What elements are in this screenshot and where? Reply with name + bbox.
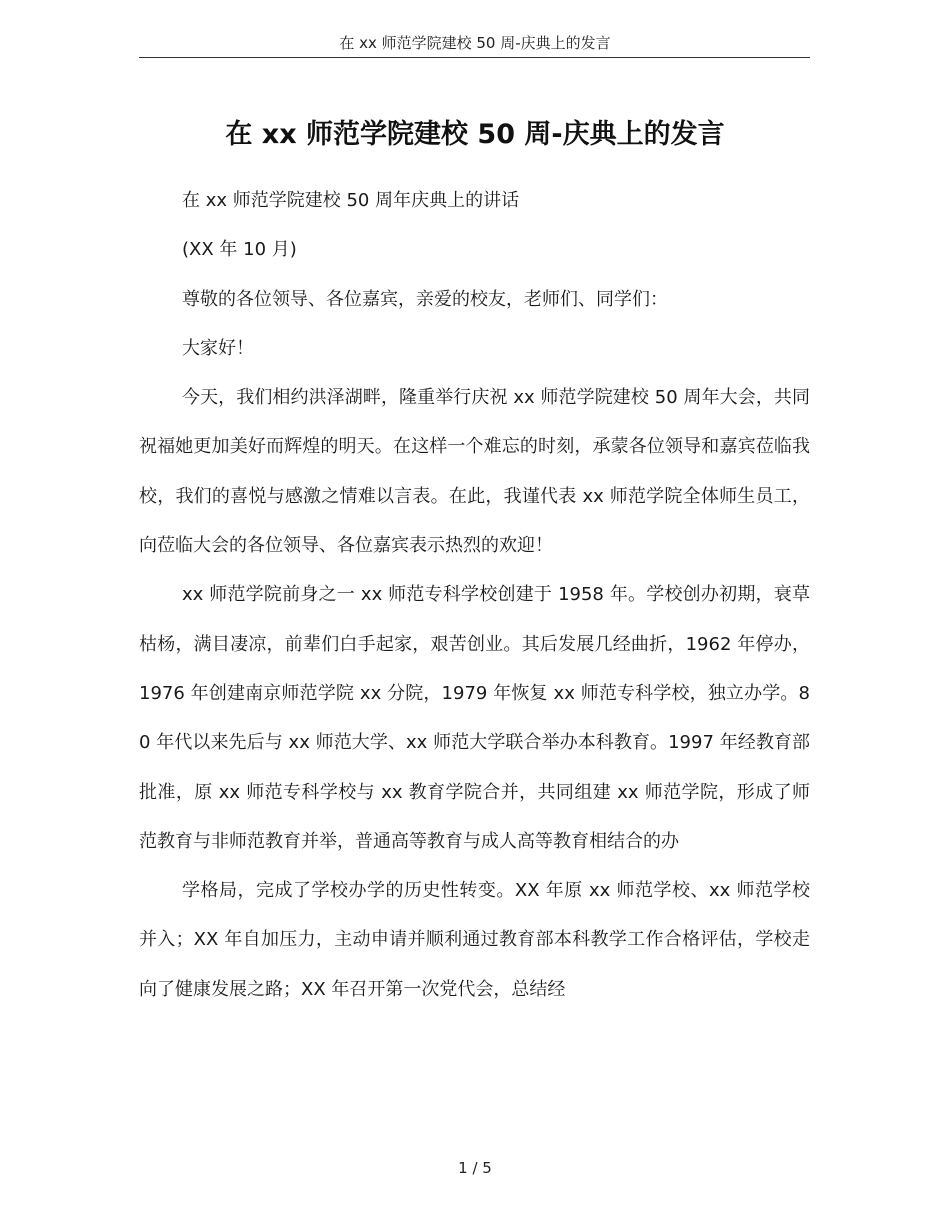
paragraph-date: (XX 年 10 月) [182, 239, 297, 261]
paragraph-history: xx 师范学院前身之一 xx 师范专科学校创建于 1958 年。学校创办初期，衰草枯杨，满目凄凉，前辈们白手起家，艰苦创业。其后发展几经曲折，1962 年停办，1976 年创建南京师范学院 xx 分院，1979 年恢复 xx 师范专科学校，独立办学。80 年代以来先后与 xx 师范大学、xx 师范大学联合举办本科教育。1997 年经教育部批准，原 xx 师范专科学校与 xx 教育学院合并，共同组建 xx 师范学院，形成了师范教育与非师范教育并举，普通高等教育与成人高等教育相结合的办 [139, 584, 810, 852]
header-divider [139, 57, 810, 58]
paragraph-salutation: 尊敬的各位领导、各位嘉宾，亲爱的校友，老师们、同学们： [182, 288, 668, 310]
page-number: 1 / 5 [458, 1159, 492, 1177]
paragraph-subtitle: 在 xx 师范学院建校 50 周年庆典上的讲话 [182, 190, 520, 211]
document-body [139, 176, 810, 1014]
document-title: 在 xx 师范学院建校 50 周-庆典上的发言 [225, 119, 725, 150]
paragraph-greeting: 大家好！ [182, 337, 254, 359]
paragraph-history-continued: 学格局，完成了学校办学的历史性转变。XX 年原 xx 师范学校、xx 师范学校并入；XX 年自加压力，主动申请并顺利通过教育部本科教学工作合格评估，学校走向了健康发展之路；XX 年召开第一次党代会，总结经 [139, 880, 810, 1000]
running-header: 在 xx 师范学院建校 50 周-庆典上的发言 [339, 34, 611, 52]
paragraph-welcome: 今天，我们相约洪泽湖畔，隆重举行庆祝 xx 师范学院建校 50 周年大会，共同祝福她更加美好而辉煌的明天。在这样一个难忘的时刻，承蒙各位领导和嘉宾莅临我校，我们的喜悦与感激之情难以言表。在此，我谨代表 xx 师范学院全体师生员工，向莅临大会的各位领导、各位嘉宾表示热烈的欢迎！ [139, 387, 810, 557]
